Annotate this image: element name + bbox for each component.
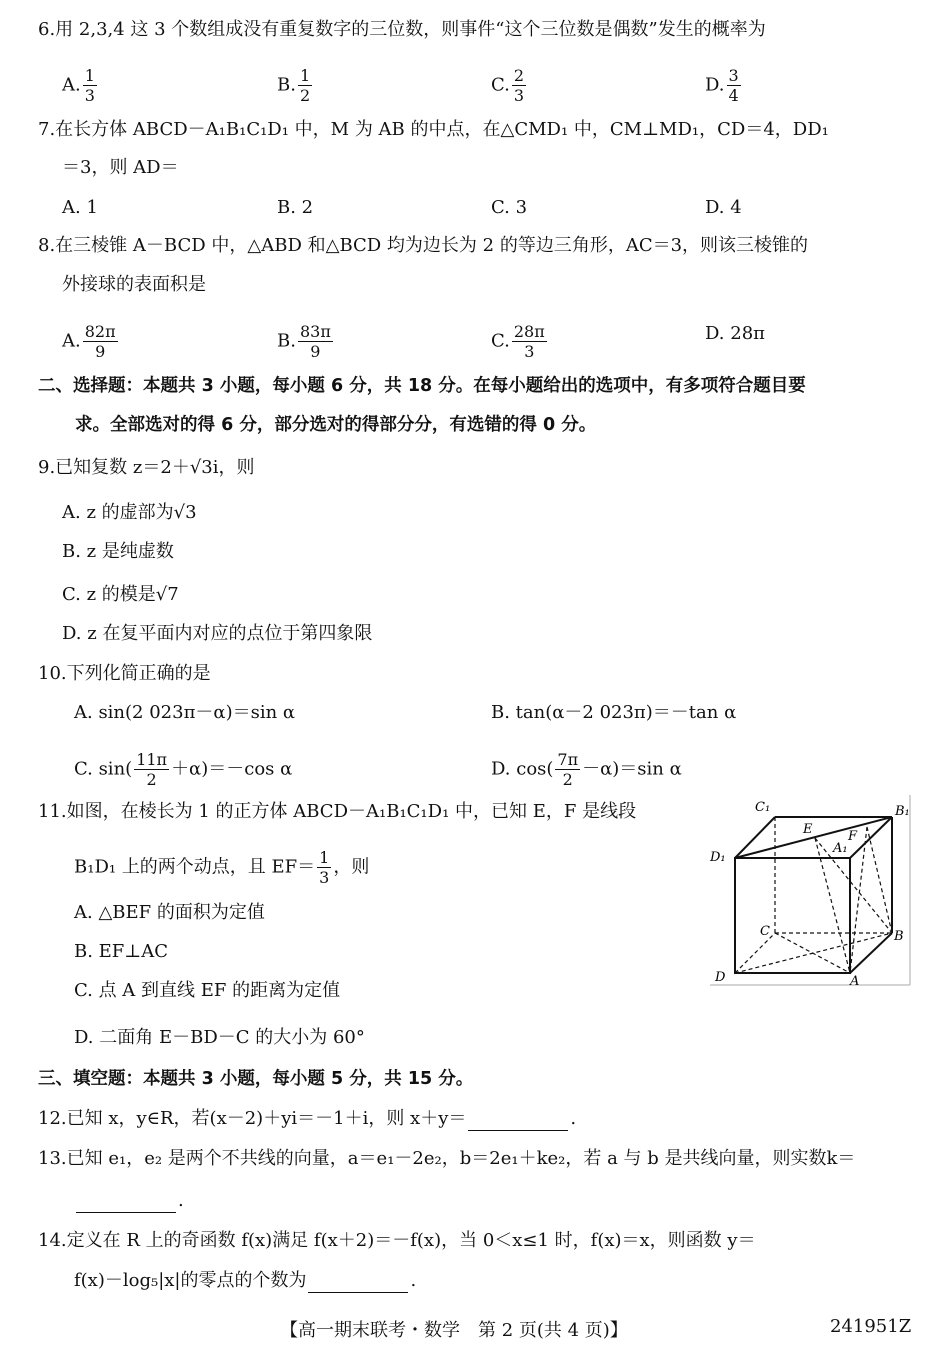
q9-option-d: D. z 在复平面内对应的点位于第四象限	[62, 623, 373, 644]
q8-option-c	[491, 322, 549, 361]
section2-heading-line1: 二、选择题：本题共 3 小题，每小题 6 分，共 18 分。在每小题给出的选项中，有多项符合题目要	[38, 376, 806, 396]
numerator: 83π	[299, 322, 331, 341]
label-f: F	[848, 829, 858, 844]
option-label: D.	[705, 74, 725, 96]
q7-stem-line1: 7.在长方体 ABCD－A₁B₁C₁D₁ 中，M 为 AB 的中点，在△CMD₁ 中，CM⊥MD₁，CD＝4，DD₁	[38, 119, 829, 140]
q6-option-d	[705, 66, 743, 105]
q6-option-b	[277, 66, 314, 105]
label-a1: A₁	[833, 841, 848, 856]
denominator: 4	[728, 86, 739, 105]
option-label: B.	[277, 330, 296, 352]
q9-option-b: B. z 是纯虚数	[62, 541, 174, 562]
label-b1: B₁	[895, 804, 910, 819]
numerator: 1	[84, 66, 95, 85]
expr-post: ＋α)＝－cos α	[171, 758, 293, 780]
denominator: 3	[319, 868, 330, 887]
numerator: 1	[299, 66, 311, 85]
page-footer: 【高一期末联考・数学 第 2 页(共 4 页)】	[280, 1320, 628, 1341]
q9-stem: 9.已知复数 z＝2＋√3i，则	[38, 457, 255, 478]
answer-blank[interactable]	[308, 1274, 408, 1293]
q8-option-a	[62, 322, 120, 361]
expr-post: －α)＝sin α	[582, 758, 682, 780]
section3-heading: 三、填空题：本题共 3 小题，每小题 5 分，共 15 分。	[38, 1069, 474, 1089]
q9-option-c: C. z 的模是√7	[62, 584, 179, 605]
answer-blank[interactable]	[76, 1194, 176, 1213]
q11-option-d: D. 二面角 E－BD－C 的大小为 60°	[74, 1027, 365, 1048]
section2-heading-line2: 求。全部选对的得 6 分，部分选对的得部分分，有选错的得 0 分。	[75, 415, 597, 435]
answer-blank[interactable]	[468, 1112, 568, 1131]
period: .	[570, 1108, 577, 1129]
q7-option-d: D. 4	[705, 197, 742, 218]
numerator: 11π	[136, 750, 168, 769]
cube-figure	[705, 795, 915, 987]
numerator: 3	[728, 66, 739, 85]
denominator: 3	[513, 86, 525, 105]
denominator: 9	[310, 342, 321, 361]
fraction	[298, 322, 333, 361]
fraction	[83, 322, 118, 361]
q14-stem: f(x)－log₅|x|的零点的个数为	[74, 1270, 307, 1291]
q6-option-c	[491, 66, 528, 105]
label-a: A	[850, 974, 860, 987]
q7-option-c: C. 3	[491, 197, 528, 218]
exam-code: 241951Z	[830, 1316, 912, 1337]
numerator: 28π	[513, 322, 545, 341]
denominator: 2	[562, 770, 573, 789]
label-c1: C₁	[755, 800, 771, 815]
numerator: 82π	[84, 322, 116, 341]
option-label: D.	[705, 323, 725, 344]
expr-pre: C. sin(	[74, 758, 133, 780]
stem-post: ，则	[333, 856, 370, 878]
q12-stem: 12.已知 x，y∈R，若(x－2)＋yi＝－1＋i，则 x＋y＝	[38, 1108, 467, 1129]
q10-option-b: B. tan(α－2 023π)＝－tan α	[491, 702, 737, 723]
fraction	[555, 750, 580, 789]
fraction	[134, 750, 169, 789]
q10-option-c	[74, 750, 292, 789]
denominator: 2	[146, 770, 157, 789]
option-label: C.	[491, 74, 510, 96]
q11-option-c: C. 点 A 到直线 EF 的距离为定值	[74, 980, 341, 1001]
option-label: A.	[62, 74, 81, 96]
q7-stem-line2: ＝3，则 AD＝	[62, 157, 179, 178]
denominator: 2	[299, 86, 311, 105]
label-c: C	[760, 924, 770, 939]
q10-option-d	[491, 750, 682, 789]
q14-stem-line2	[74, 1269, 416, 1293]
q11-option-b: B. EF⊥AC	[74, 941, 168, 962]
q8-option-d	[705, 322, 765, 346]
q13-answer	[74, 1189, 184, 1213]
fraction	[317, 848, 331, 887]
q7-option-a: A. 1	[62, 197, 98, 218]
fraction	[727, 66, 741, 105]
stem-pre: B₁D₁ 上的两个动点，且 EF＝	[74, 856, 316, 878]
denominator: 3	[84, 86, 95, 105]
fraction	[512, 66, 526, 105]
q13-stem: 13.已知 e₁，e₂ 是两个不共线的向量，a＝e₁－2e₂，b＝2e₁＋ke₂，若 a 与 b 是共线向量，则实数k＝	[38, 1148, 856, 1169]
option-label: C.	[491, 330, 510, 352]
q12	[38, 1107, 576, 1131]
q8-stem-line2: 外接球的表面积是	[62, 274, 206, 295]
numerator: 2	[513, 66, 525, 85]
option-label: B.	[277, 74, 296, 96]
option-text: 28π	[730, 323, 765, 344]
label-b: B	[894, 929, 904, 944]
option-label: A.	[62, 330, 81, 352]
q8-option-b	[277, 322, 335, 361]
q10-stem: 10.下列化简正确的是	[38, 663, 211, 684]
q10-option-a: A. sin(2 023π－α)＝sin α	[74, 702, 296, 723]
numerator: 7π	[557, 750, 579, 769]
numerator: 1	[319, 848, 330, 867]
label-e: E	[803, 822, 813, 837]
q7-option-b: B. 2	[277, 197, 314, 218]
label-d1: D₁	[710, 850, 726, 865]
q9-option-a: A. z 的虚部为√3	[62, 502, 197, 523]
denominator: 9	[95, 342, 106, 361]
period: .	[178, 1190, 184, 1211]
period: .	[410, 1270, 417, 1291]
expr-pre: D. cos(	[491, 758, 554, 780]
fraction	[512, 322, 547, 361]
fraction	[83, 66, 97, 105]
q6-option-a	[62, 66, 99, 105]
denominator: 3	[524, 342, 535, 361]
q11-stem-line1: 11.如图，在棱长为 1 的正方体 ABCD－A₁B₁C₁D₁ 中，已知 E，F 是线段	[38, 801, 637, 822]
fraction	[298, 66, 312, 105]
q11-option-a: A. △BEF 的面积为定值	[74, 902, 265, 923]
q8-stem-line1: 8.在三棱锥 A－BCD 中，△ABD 和△BCD 均为边长为 2 的等边三角形，AC＝3，则该三棱锥的	[38, 235, 809, 256]
label-d: D	[715, 970, 726, 985]
q11-stem-line2	[74, 848, 369, 887]
q6-stem: 6.用 2,3,4 这 3 个数组成没有重复数字的三位数，则事件“这个三位数是偶数”发生的概率为	[38, 19, 766, 40]
q14-stem-line1: 14.定义在 R 上的奇函数 f(x)满足 f(x＋2)＝－f(x)，当 0＜x≤1 时，f(x)＝x，则函数 y＝	[38, 1230, 756, 1251]
